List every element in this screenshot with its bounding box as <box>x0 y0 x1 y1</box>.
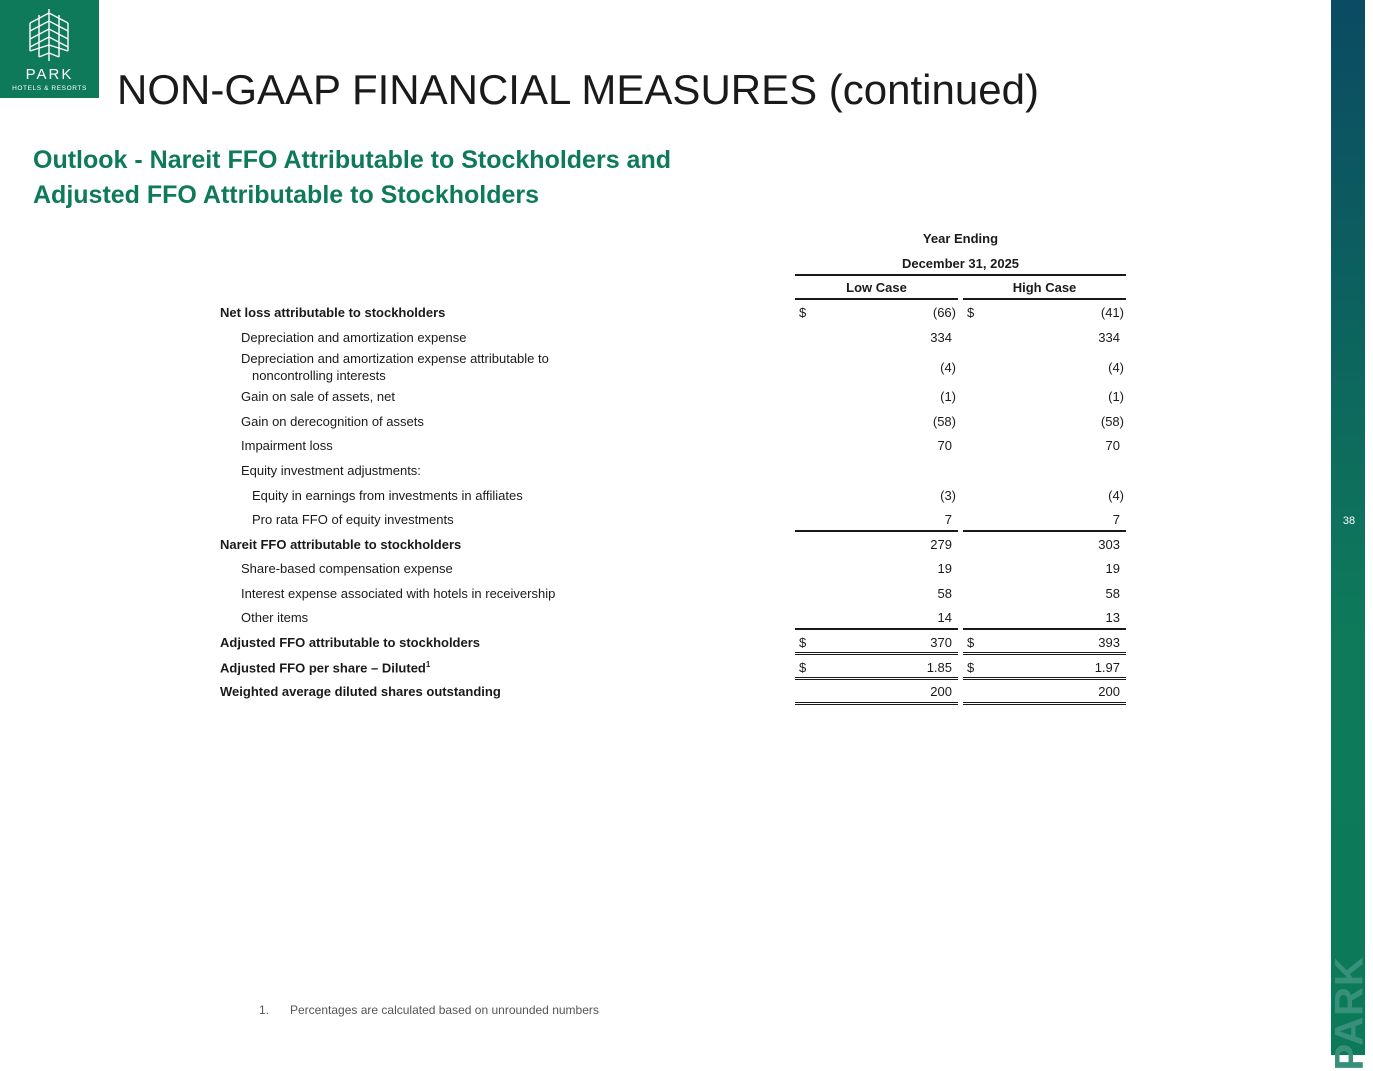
building-logo-icon <box>26 7 72 63</box>
low-case-value: 19 <box>937 561 952 576</box>
table-row-label: Other items <box>241 610 309 625</box>
total-double-rule-high <box>963 677 1126 680</box>
table-row-label: Impairment loss <box>241 438 333 453</box>
table-row-label: Pro rata FFO of equity investments <box>252 512 454 527</box>
high-dollar-sign: $ <box>967 635 975 650</box>
total-double-rule-low <box>795 702 958 705</box>
low-case-value: 334 <box>930 330 952 345</box>
table-row-label: Depreciation and amortization expense <box>241 330 467 345</box>
high-case-value: 1.97 <box>1094 660 1120 675</box>
table-header-year-ending: Year Ending <box>922 231 999 246</box>
table-row-label: Depreciation and amortization expense attributable to <box>241 351 549 366</box>
footnote-text: Percentages are calculated based on unrounded numbers <box>290 1003 599 1017</box>
low-dollar-sign: $ <box>799 635 807 650</box>
table-row-label: Gain on derecognition of assets <box>241 414 424 429</box>
high-dollar-sign: $ <box>967 660 975 675</box>
high-case-value: (4) <box>1108 488 1124 503</box>
table-row-label-continued: noncontrolling interests <box>252 368 386 383</box>
header-rule <box>795 274 1126 276</box>
footnote-number: 1. <box>259 1003 270 1017</box>
sidebar-brand-mark <box>1327 945 1372 1071</box>
column-header-low-case: Low Case <box>846 280 907 295</box>
high-case-value: 393 <box>1098 635 1120 650</box>
low-case-value: 58 <box>937 586 952 601</box>
low-case-value: (58) <box>932 414 956 429</box>
high-case-value: (1) <box>1108 389 1124 404</box>
high-case-value: 58 <box>1105 586 1120 601</box>
subtotal-rule-low <box>795 628 958 630</box>
high-case-value: 200 <box>1098 684 1120 699</box>
high-case-value: 7 <box>1112 512 1120 527</box>
footnote-marker: 1 <box>425 660 431 669</box>
total-double-rule-low <box>795 652 958 655</box>
page-number: 38 <box>1342 515 1356 527</box>
low-case-value: 279 <box>930 537 952 552</box>
low-case-value: 200 <box>930 684 952 699</box>
table-row-label: Adjusted FFO attributable to stockholders <box>220 635 481 650</box>
high-case-value: 303 <box>1098 537 1120 552</box>
total-double-rule-high <box>963 702 1126 705</box>
low-case-value: 7 <box>944 512 952 527</box>
row-label-text: Adjusted FFO per share – Diluted <box>220 660 426 676</box>
table-row-label: Gain on sale of assets, net <box>241 389 395 404</box>
total-double-rule-high <box>963 652 1126 655</box>
table-row-label: Equity in earnings from investments in affiliates <box>252 488 523 503</box>
table-row-label: Weighted average diluted shares outstanding <box>220 684 501 699</box>
logo-wordmark: PARK <box>25 66 74 83</box>
column-header-high-case: High Case <box>1012 280 1077 295</box>
high-case-value: 334 <box>1098 330 1120 345</box>
low-case-value: (1) <box>940 389 956 404</box>
column-rule-low <box>795 298 958 300</box>
subtotal-rule-low <box>795 530 958 532</box>
low-case-value: (4) <box>940 360 956 375</box>
low-case-value: 70 <box>937 438 952 453</box>
table-row-label: Share-based compensation expense <box>241 561 453 576</box>
subtotal-rule-high <box>963 530 1126 532</box>
table-row-label: Net loss attributable to stockholders <box>220 305 446 320</box>
page-subtitle <box>33 143 671 213</box>
high-case-value: 13 <box>1105 610 1120 625</box>
subtitle-line-1: Outlook - Nareit FFO Attributable to Stockholders and <box>33 146 671 174</box>
table-row-label: Interest expense associated with hotels in receivership <box>241 586 556 601</box>
low-case-value: 370 <box>930 635 952 650</box>
table-row-label <box>220 660 430 675</box>
subtitle-line-2: Adjusted FFO Attributable to Stockholders <box>33 181 540 209</box>
sidebar-brand-text: PARK <box>1327 956 1372 1071</box>
brand-sidebar <box>1331 0 1365 1055</box>
column-rule-high <box>963 298 1126 300</box>
low-case-value: (66) <box>932 305 956 320</box>
total-double-rule-low <box>795 677 958 680</box>
high-case-value: (4) <box>1108 360 1124 375</box>
high-case-value: (58) <box>1100 414 1124 429</box>
subtotal-rule-high <box>963 628 1126 630</box>
low-case-value: (3) <box>940 488 956 503</box>
page-title: NON-GAAP FINANCIAL MEASURES (continued) <box>117 66 1039 113</box>
table-row-label: Nareit FFO attributable to stockholders <box>220 537 462 552</box>
low-dollar-sign: $ <box>799 305 807 320</box>
high-dollar-sign: $ <box>967 305 975 320</box>
high-case-value: (41) <box>1100 305 1124 320</box>
logo-tagline: HOTELS & RESORTS <box>12 85 87 92</box>
high-case-value: 19 <box>1105 561 1120 576</box>
table-row-label: Equity investment adjustments: <box>241 463 421 478</box>
low-dollar-sign: $ <box>799 660 807 675</box>
high-case-value: 70 <box>1105 438 1120 453</box>
table-header-period: December 31, 2025 <box>901 256 1020 271</box>
low-case-value: 1.85 <box>926 660 952 675</box>
company-logo <box>0 0 99 98</box>
footnote <box>259 1003 599 1017</box>
low-case-value: 14 <box>937 610 952 625</box>
